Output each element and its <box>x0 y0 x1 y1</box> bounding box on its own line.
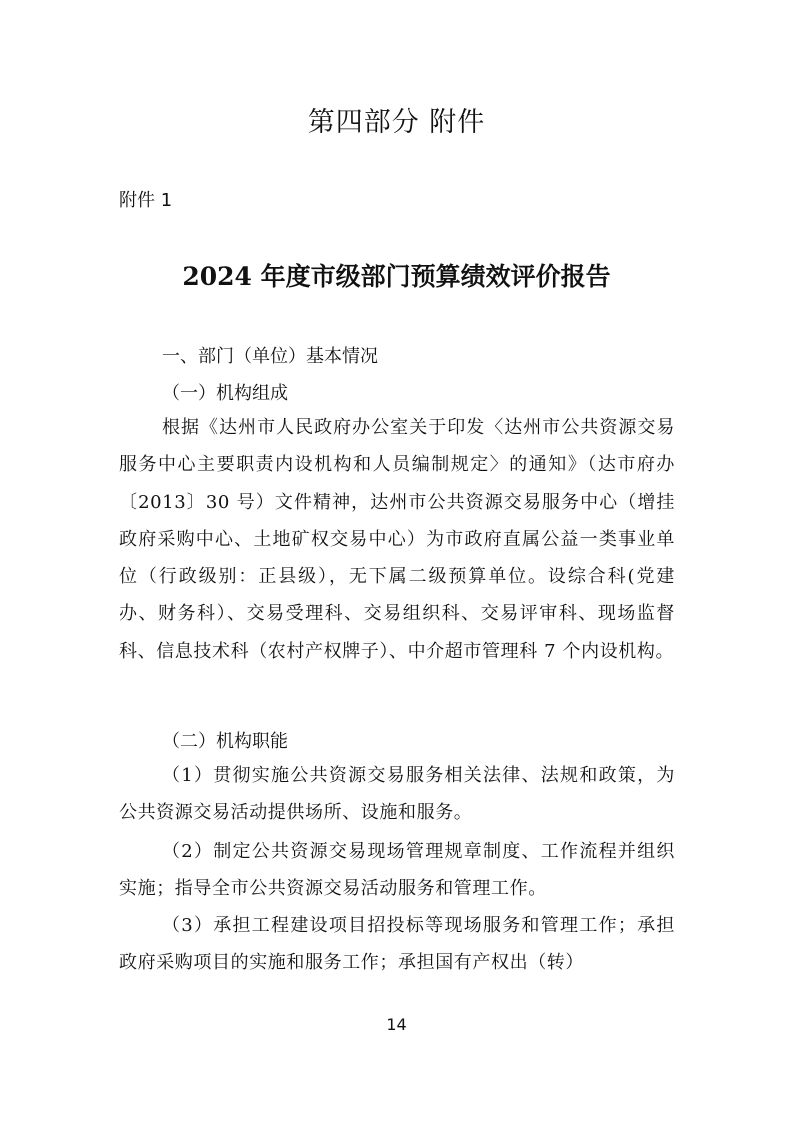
paragraph-organization: 根据《达州市人民政府办公室关于印发〈达州市公共资源交易服务中心主要职责内设机构和人员编制规定〉的通知》（达市府办〔2013〕30 号）文件精神，达州市公共资源交易服务中心（增挂政府采购中心、土地矿权交易中心）为市政府直属公益一类事业单位（行政级别：正县级），无下属二级预算单位。设综合科(党建办、财务科）、交易受理科、交易组织科、交易评审科、现场监督科、信息技术科（农村产权牌子）、中介超市管理科 7 个内设机构。 <box>119 417 675 662</box>
part-title: 第四部分 附件 <box>307 107 486 138</box>
subsection-heading-functions: （二）机构职能 <box>162 731 288 752</box>
section-heading: 一、部门（单位）基本情况 <box>162 346 378 367</box>
report-title: 2024 年度市级部门预算绩效评价报告 <box>182 262 611 291</box>
page-number: 14 <box>386 1015 407 1034</box>
function-item-2: （2）制定公共资源交易现场管理规章制度、工作流程并组织实施；指导全市公共资源交易活动服务和管理工作。 <box>119 841 675 900</box>
subsection-heading-organization: （一）机构组成 <box>162 383 288 404</box>
annex-label: 附件 1 <box>119 190 173 211</box>
function-item-1: （1）贯彻实施公共资源交易服务相关法律、法规和政策，为公共资源交易活动提供场所、设施和服务。 <box>119 765 675 824</box>
function-item-3: （3）承担工程建设项目招投标等现场服务和管理工作；承担政府采购项目的实施和服务工作；承担国有产权出（转） <box>119 915 675 974</box>
